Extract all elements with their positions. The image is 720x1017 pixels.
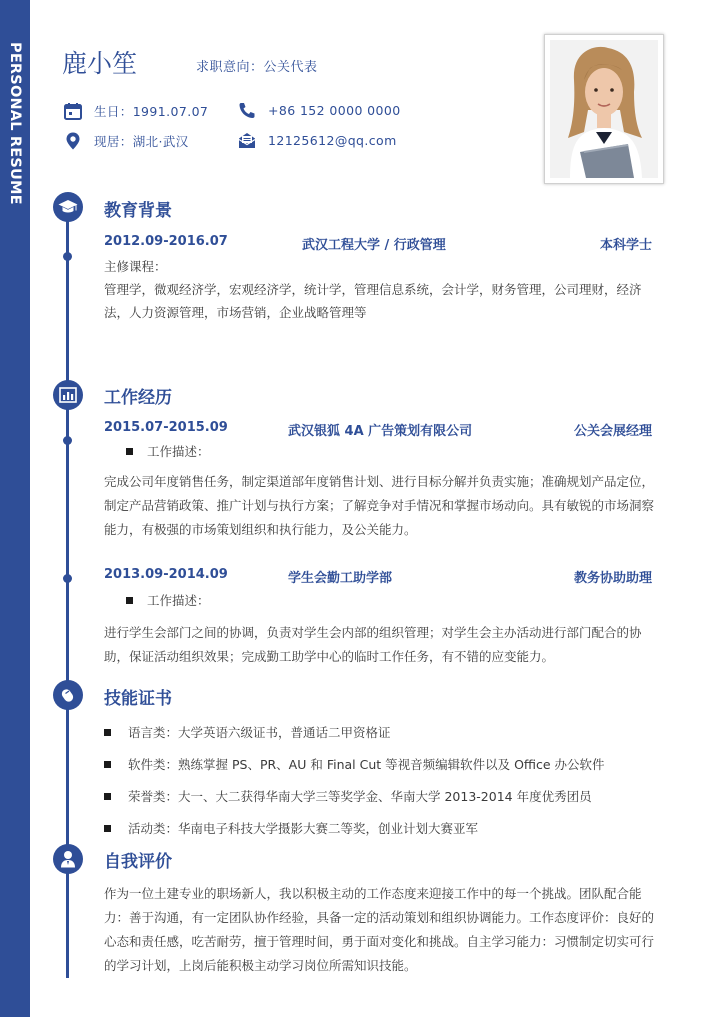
bullet-square — [126, 448, 133, 455]
skills-title: 技能证书 — [104, 689, 172, 709]
mouse-icon — [59, 686, 77, 704]
work-section-icon — [53, 380, 83, 410]
education-courses: 管理学，微观经济学，宏观经济学，统计学，管理信息系统，会计学，财务管理，公司理财，经济法，人力资源管理，市场营销，企业战略管理等 — [104, 282, 642, 320]
job-desc-label — [126, 442, 210, 460]
skill-item — [104, 755, 605, 773]
education-row — [104, 234, 660, 252]
job-desc-label-text: 工作描述： — [147, 593, 210, 608]
education-section-icon — [53, 192, 83, 222]
side-bar — [0, 0, 30, 1017]
skill-item — [104, 819, 478, 837]
bullet-square — [126, 597, 133, 604]
job-date: 2013.09-2014.09 — [104, 567, 228, 582]
job-intent: 求职意向：公关代表 — [196, 60, 318, 75]
email-info — [238, 132, 397, 149]
bar-chart-icon — [59, 387, 77, 403]
birth-info — [64, 102, 208, 120]
self-text: 作为一位土建专业的职场新人，我以积极主动的工作态度来迎接工作中的每一个挑战。团队配合能力：善于沟通，有一定团队协作经验，具备一定的活动策划和组织协调能力。工作态度评价：良好的心态和责任感，吃苦耐劳，擅于管理时间，勇于面对变化和挑战。自主学习能力：习惯制定切实可行的学习计划，上岗后能积极主动学习岗位所需知识技能。 — [104, 886, 655, 973]
skill-item — [104, 723, 391, 741]
job-desc: 进行学生会部门之间的协调，负责对学生会内部的组织管理；对学生会主办活动进行部门配合的协助，保证活动组织效果；完成勤工助学中心的临时工作任务，有不错的应变能力。 — [104, 625, 642, 664]
timeline-node — [63, 252, 72, 261]
bullet-square — [104, 761, 111, 768]
job-org: 学生会勤工助学部 — [288, 571, 393, 586]
bullet-square — [104, 825, 111, 832]
profile-photo-image — [550, 40, 658, 178]
location-pin-icon — [64, 132, 82, 150]
education-title: 教育背景 — [104, 201, 172, 221]
calendar-icon — [64, 103, 82, 120]
timeline-node — [63, 436, 72, 445]
job-org: 武汉银狐 4A 广告策划有限公司 — [288, 424, 473, 439]
skills-section-icon — [53, 680, 83, 710]
education-courses-label: 主修课程： — [104, 259, 167, 274]
work-title: 工作经历 — [104, 388, 172, 408]
bullet-square — [104, 729, 111, 736]
birth-text: 生日：1991.07.07 — [94, 104, 209, 119]
mail-icon — [238, 132, 256, 149]
education-date: 2012.09-2016.07 — [104, 234, 228, 249]
job-desc-label — [126, 591, 210, 609]
email-text: 12125612@qq.com — [268, 133, 397, 148]
person-icon — [60, 850, 76, 868]
graduation-cap-icon — [58, 199, 78, 215]
location-info — [64, 132, 189, 150]
job-desc-label-text: 工作描述： — [147, 444, 210, 459]
phone-info — [238, 102, 401, 119]
job-role: 教务协助助理 — [573, 571, 652, 586]
bullet-square — [104, 793, 111, 800]
skill-text: 语言类：大学英语六级证书，普通话二甲资格证 — [128, 725, 391, 740]
candidate-name: 鹿小笙 — [62, 49, 138, 78]
self-section-icon — [53, 844, 83, 874]
job-row — [104, 420, 660, 438]
job-desc: 完成公司年度销售任务，制定渠道部年度销售计划、进行目标分解并负责实施；准确规划产品定位，制定产品营销政策、推广计划与执行方案；了解竞争对手情况和掌握市场动向。具有敏锐的市场洞察能力，有极强的市场策划组织和执行能力，及公关能力。 — [104, 474, 655, 537]
skill-text: 软件类：熟练掌握 PS、PR、AU 和 Final Cut 等视音频编辑软件以及 Office 办公软件 — [128, 757, 605, 772]
job-date: 2015.07-2015.09 — [104, 420, 228, 435]
job-role: 公关会展经理 — [573, 424, 652, 439]
location-text: 现居：湖北·武汉 — [94, 134, 189, 149]
education-degree: 本科学士 — [599, 238, 652, 253]
phone-text: +86 152 0000 0000 — [268, 103, 401, 118]
timeline-node — [63, 574, 72, 583]
side-bar-title: PERSONAL RESUME — [7, 42, 23, 205]
self-title: 自我评价 — [104, 852, 172, 872]
skill-item — [104, 787, 592, 805]
skill-text: 荣誉类：大一、大二获得华南大学三等奖学金、华南大学 2013-2014 年度优秀团员 — [128, 789, 592, 804]
profile-photo — [544, 34, 664, 184]
education-school: 武汉工程大学 / 行政管理 — [302, 238, 446, 253]
phone-icon — [238, 102, 256, 119]
job-row — [104, 567, 660, 585]
skill-text: 活动类：华南电子科技大学摄影大赛二等奖，创业计划大赛亚军 — [128, 821, 479, 836]
